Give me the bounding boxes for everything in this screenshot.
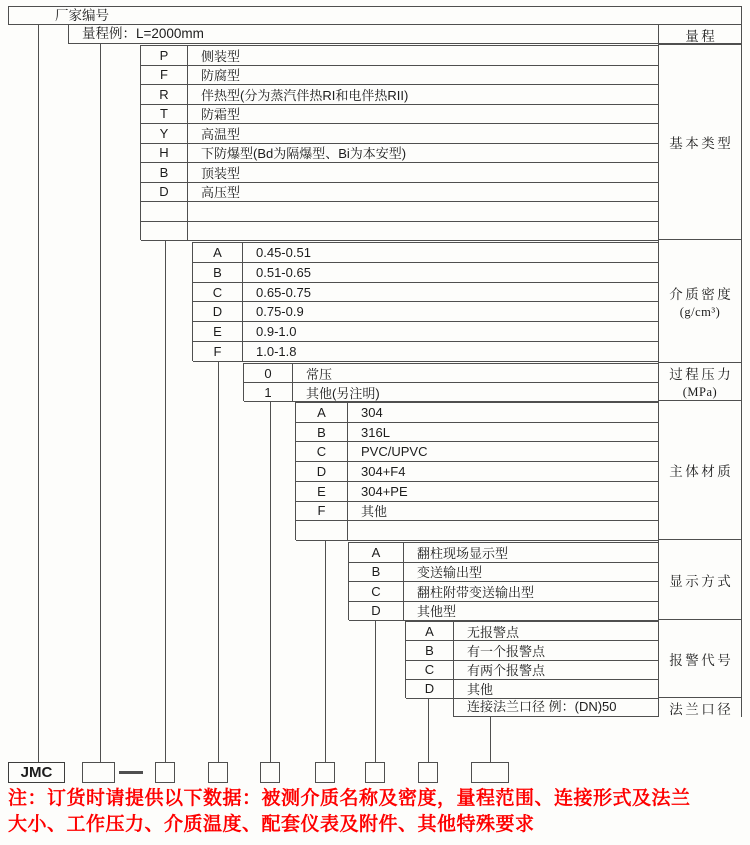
side-label-display: 显示方式	[659, 540, 741, 620]
desc-cell: 0.75-0.9	[256, 304, 304, 320]
block-pressure	[243, 363, 658, 401]
table-row	[296, 423, 658, 443]
table-row	[406, 680, 658, 699]
desc-cell: 高温型	[201, 126, 241, 142]
block-display	[348, 542, 658, 620]
desc-cell: 下防爆型(Bd为隔爆型、Bi为本安型)	[201, 146, 407, 162]
desc-cell: 防腐型	[201, 68, 241, 84]
model-prefix: JMC	[20, 764, 53, 781]
desc-cell: 有一个报警点	[467, 643, 546, 659]
code-cell	[141, 202, 188, 221]
model-prefix-box	[8, 762, 65, 783]
note-line-2: 大小、工作压力、介质温度、配套仪表及附件、其他特殊要求	[8, 813, 535, 835]
desc-cell: 变送输出型	[417, 565, 483, 581]
desc-cell: 0.9-1.0	[256, 324, 297, 340]
desc-cell: 304+PE	[361, 483, 408, 499]
desc-cell: PVC/UPVC	[361, 444, 428, 460]
block-basic-type	[140, 45, 658, 240]
code-cell: A	[349, 543, 404, 562]
desc-cell	[348, 521, 658, 540]
table-row	[296, 462, 658, 482]
block-material	[295, 402, 658, 540]
table-row	[406, 641, 658, 660]
table-row	[141, 144, 658, 164]
code-cell: D	[406, 680, 454, 698]
desc-cell: 侧装型	[201, 48, 241, 64]
leader-line	[325, 540, 326, 762]
table-row	[349, 602, 658, 622]
side-label-pressure: 过程压力 (MPa)	[659, 363, 741, 401]
table-row	[406, 661, 658, 680]
code-box	[260, 762, 280, 783]
desc-cell: 伴热型(分为蒸汽伴热RI和电伴热RII)	[201, 87, 409, 103]
table-row	[141, 163, 658, 183]
leader-line	[38, 24, 39, 762]
code-cell: P	[141, 46, 188, 65]
table-row	[193, 263, 658, 283]
table-row	[141, 202, 658, 222]
code-cell: B	[406, 641, 454, 659]
code-cell: C	[349, 582, 404, 601]
code-cell: Y	[141, 124, 188, 143]
code-cell: C	[193, 283, 243, 302]
code-cell: 1	[244, 383, 293, 401]
code-cell: 0	[244, 364, 293, 382]
side-label-range: 量程	[659, 25, 741, 45]
code-cell: D	[193, 302, 243, 321]
desc-cell: 0.51-0.65	[256, 264, 311, 280]
order-note	[8, 786, 748, 837]
code-box	[418, 762, 438, 783]
side-label-flange: 法兰口径	[669, 701, 734, 717]
code-cell: A	[296, 403, 348, 422]
code-box	[315, 762, 335, 783]
label-column	[658, 25, 742, 717]
code-cell: C	[296, 442, 348, 461]
leader-line	[490, 717, 491, 762]
table-row	[406, 622, 658, 641]
dash-separator	[119, 771, 143, 774]
block-alarm	[405, 621, 658, 698]
table-row	[349, 582, 658, 602]
side-label-alarm: 报警代号	[659, 620, 741, 698]
table-row	[193, 342, 658, 362]
leader-line	[270, 401, 271, 762]
leader-line	[100, 43, 101, 762]
desc-cell: 有两个报警点	[467, 663, 546, 679]
desc-cell	[188, 222, 658, 241]
desc-cell: 其他	[361, 504, 388, 520]
code-cell: B	[193, 263, 243, 282]
code-box	[155, 762, 175, 783]
table-row	[349, 563, 658, 583]
desc-cell: 顶装型	[201, 165, 241, 181]
desc-cell: 其他型	[417, 604, 457, 620]
manufacturer-label: 厂家编号	[55, 8, 109, 23]
leader-line	[218, 361, 219, 762]
leader-line	[428, 698, 429, 762]
flange-text: 连接法兰口径 例：(DN)50	[467, 699, 617, 714]
desc-cell: 防霜型	[201, 107, 241, 123]
desc-cell: 304	[361, 404, 383, 420]
table-row	[193, 322, 658, 342]
code-cell: D	[296, 462, 348, 481]
code-cell: B	[296, 423, 348, 442]
code-cell: E	[193, 322, 243, 341]
table-row	[141, 85, 658, 105]
desc-cell: 0.45-0.51	[256, 244, 311, 260]
code-cell: E	[296, 482, 348, 501]
table-row	[193, 243, 658, 263]
code-cell	[296, 521, 348, 540]
table-row	[296, 442, 658, 462]
table-row	[193, 302, 658, 322]
code-cell: A	[193, 243, 243, 262]
leader-line	[165, 240, 166, 762]
code-box	[82, 762, 115, 783]
desc-cell: 翻柱现场显示型	[417, 545, 509, 561]
code-box	[471, 762, 509, 783]
table-row	[296, 403, 658, 423]
code-cell: B	[349, 563, 404, 582]
code-cell: F	[296, 502, 348, 521]
flange-row	[453, 698, 658, 717]
code-cell: A	[406, 622, 454, 640]
table-row	[141, 105, 658, 125]
range-row	[68, 25, 742, 44]
code-cell: R	[141, 85, 188, 104]
code-cell: T	[141, 105, 188, 124]
table-row	[244, 364, 658, 383]
code-cell: H	[141, 144, 188, 163]
desc-cell: 1.0-1.8	[256, 344, 297, 360]
table-row	[193, 283, 658, 303]
code-box	[208, 762, 228, 783]
table-row	[141, 222, 658, 242]
table-row	[296, 521, 658, 541]
note-line-1: 注：订货时请提供以下数据：被测介质名称及密度，量程范围、连接形式及法兰	[8, 788, 691, 809]
side-label-basic-type: 基本类型	[659, 45, 741, 240]
code-cell: D	[141, 183, 188, 202]
code-cell: B	[141, 163, 188, 182]
manufacturer-row	[8, 6, 742, 25]
code-cell: F	[193, 342, 243, 361]
table-row	[141, 124, 658, 144]
table-row	[349, 543, 658, 563]
leader-line	[375, 620, 376, 762]
desc-cell: 高压型	[201, 185, 241, 201]
code-box	[365, 762, 385, 783]
desc-cell: 其他(另注明)	[306, 385, 380, 401]
side-label-density: 介质密度 (g/cm³)	[659, 240, 741, 363]
side-label-material: 主体材质	[659, 401, 741, 540]
desc-cell: 其他	[467, 682, 494, 698]
block-density	[192, 242, 658, 361]
desc-cell	[188, 202, 658, 221]
table-row	[141, 183, 658, 203]
table-row	[141, 66, 658, 86]
desc-cell: 316L	[361, 424, 390, 440]
code-cell	[141, 222, 188, 241]
table-row	[296, 482, 658, 502]
code-cell: C	[406, 661, 454, 679]
desc-cell: 0.65-0.75	[256, 284, 311, 300]
desc-cell: 常压	[306, 366, 333, 382]
range-example-text: 量程例：L=2000mm	[82, 26, 204, 41]
code-cell: D	[349, 602, 404, 621]
desc-cell: 翻柱附带变送输出型	[417, 584, 535, 600]
desc-cell: 304+F4	[361, 463, 406, 479]
code-cell: F	[141, 66, 188, 85]
table-row	[141, 46, 658, 66]
table-row	[296, 502, 658, 522]
table-row	[244, 383, 658, 402]
desc-cell: 无报警点	[467, 624, 520, 640]
